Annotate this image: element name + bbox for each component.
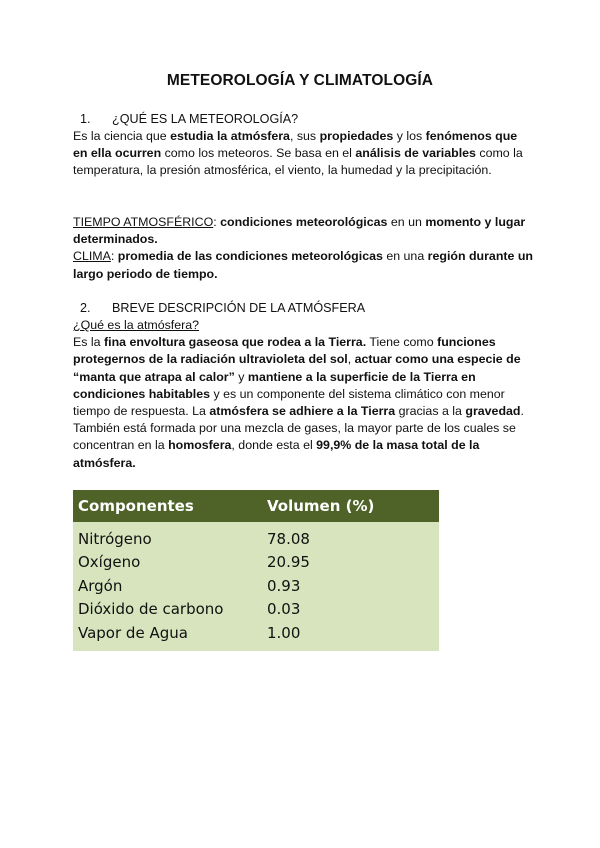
section-2-body [73, 317, 533, 472]
section-2-number: 2. [80, 301, 91, 315]
atmosphere-components-table [73, 490, 439, 651]
table-row [73, 574, 439, 598]
cell-volume: 1.00 [267, 623, 301, 642]
cell-volume: 0.03 [267, 600, 301, 619]
table-row [73, 551, 439, 575]
section-1-paragraph: Es la ciencia que estudia la atmósfera, sus propiedades y los fenómenos que en ella ocurren como los meteoros. Se basa en el análisis de variables como la temperatura, la presión atmosférica, el viento, la humedad y la precipitación. [73, 129, 523, 178]
document-title: METEOROLOGÍA Y CLIMATOLOGÍA [166, 72, 434, 89]
cell-volume: 20.95 [267, 553, 310, 572]
term-tiempo: TIEMPO ATMOSFÉRICO [73, 215, 214, 229]
table-row [73, 621, 439, 645]
definition-clima: CLIMA: promedia de las condiciones meteorológicas en una región durante un largo periodo de tiempo. [73, 249, 533, 281]
table-header [73, 490, 439, 522]
table-body [73, 522, 439, 651]
section-2-subheading: ¿Qué es la atmósfera? [73, 318, 200, 332]
cell-volume: 0.93 [267, 576, 301, 595]
header-volumen: Volumen (%) [267, 497, 375, 515]
section-2-heading [80, 301, 365, 315]
definition-tiempo: TIEMPO ATMOSFÉRICO: condiciones meteorológicas en un momento y lugar determinados. [73, 215, 526, 247]
cell-component: Dióxido de carbono [78, 600, 224, 619]
cell-component: Nitrógeno [78, 529, 152, 548]
definitions-block [73, 214, 533, 283]
term-clima: CLIMA [73, 249, 111, 264]
header-componentes: Componentes [78, 497, 194, 515]
section-1-number: 1. [80, 112, 91, 126]
section-1-heading [80, 112, 298, 126]
cell-component: Vapor de Agua [78, 623, 188, 642]
cell-component: Argón [78, 576, 123, 595]
section-2-paragraph: Es la fina envoltura gaseosa que rodea a la Tierra. Tiene como funciones protegernos de la radiación ultravioleta del sol, actuar como una especie de “manta que atrapa al calor” y mantiene a la superficie de la Tierra en condiciones habitables y es un componente del sistema climático con menor tiempo de respuesta. La atmósfera se adhiere a la Tierra gracias a la gravedad. También está formada por una mezcla de gases, la mayor parte de los cuales se concentran en la homosfera, donde esta el 99,9% de la masa total de la atmósfera. [73, 335, 524, 470]
cell-component: Oxígeno [78, 553, 141, 572]
section-1-title: ¿QUÉ ES LA METEOROLOGÍA? [112, 112, 299, 126]
table-row [73, 527, 439, 551]
cell-volume: 78.08 [267, 529, 310, 548]
table-row [73, 598, 439, 622]
section-2-title: BREVE DESCRIPCIÓN DE LA ATMÓSFERA [112, 301, 366, 315]
